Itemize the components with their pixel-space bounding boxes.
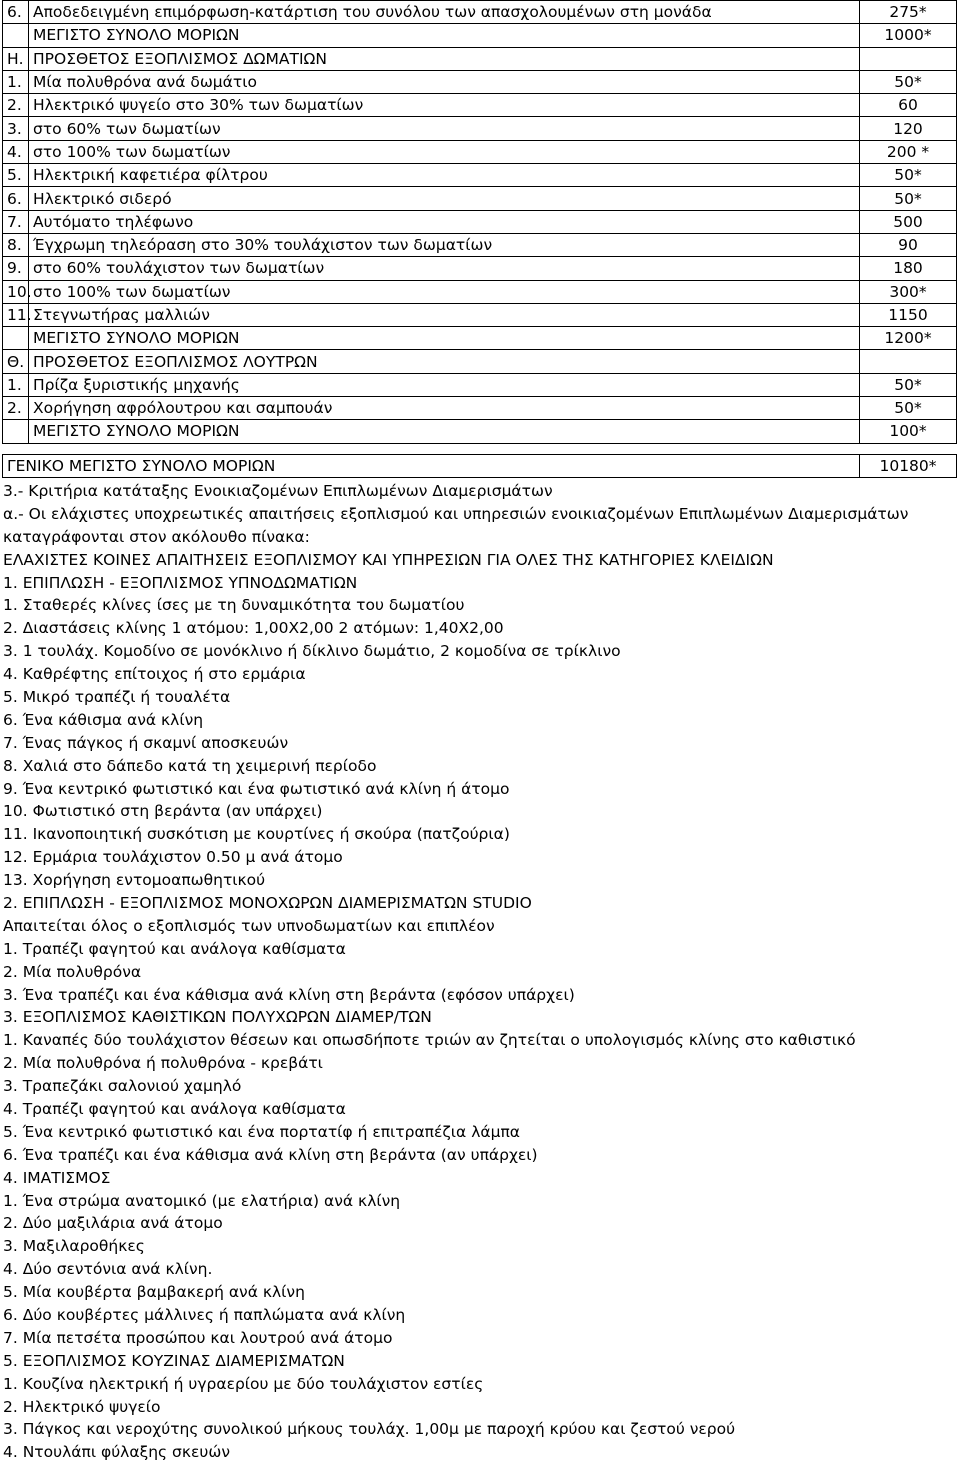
row-number: 1. (3, 70, 29, 93)
text-line: 3. Πάγκος και νεροχύτης συνολικού μήκους τουλάχ. 1,00μ με παροχή κρύου και ζεστού νερού (3, 1420, 736, 1439)
row-points: 200 * (860, 140, 957, 163)
text-line: 3. Ένα τραπέζι και ένα κάθισμα ανά κλίνη στη βεράντα (εφόσον υπάρχει) (3, 985, 575, 1004)
text-line: 8. Χαλιά στο δάπεδο κατά τη χειμερινή περίοδο (3, 756, 377, 775)
row-description: στο 60% τουλάχιστον των δωματίων (29, 257, 860, 280)
table-row (3, 257, 957, 280)
row-points: 50* (860, 70, 957, 93)
row-number: 6. (3, 1, 29, 24)
text-line: 4. Ντουλάπι φύλαξης σκευών (3, 1443, 231, 1462)
row-description: Έγχρωμη τηλεόραση στο 30% τουλάχιστον των δωματίων (29, 233, 860, 256)
text-line: 5. ΕΞΟΠΛΙΣΜΟΣ ΚΟΥΖΙΝΑΣ ΔΙΑΜΕΡΙΣΜΑΤΩΝ (3, 1351, 345, 1370)
text-line: 1. Τραπέζι φαγητού και ανάλογα καθίσματα (3, 939, 346, 958)
row-description: Αποδεδειγμένη επιμόρφωση-κατάρτιση του συνόλου των απασχολουμένων στη μονάδα (29, 1, 860, 24)
row-description: Χορήγηση αφρόλουτρου και σαμπουάν (29, 397, 860, 420)
text-line: α.- Οι ελάχιστες υποχρεωτικές απαιτήσεις εξοπλισμού και υπηρεσιών ενοικιαζομένων Επιπλωμένων Διαμερισμάτων (3, 504, 909, 523)
text-line: 6. Δύο κουβέρτες μάλλινες ή παπλώματα ανά κλίνη (3, 1306, 406, 1324)
row-points: 1150 (860, 303, 957, 326)
total-value: 10180* (860, 454, 957, 477)
points-table (2, 0, 957, 444)
row-description: Στεγνωτήρας μαλλιών (29, 303, 860, 326)
row-number: 10. (3, 280, 29, 303)
text-line: 11. Ικανοποιητική συσκότιση με κουρτίνες ή σκούρα (πατζούρια) (3, 825, 510, 844)
table-row (3, 373, 957, 396)
text-line: 6. Ένα τραπέζι και ένα κάθισμα ανά κλίνη στη βεράντα (αν υπάρχει) (3, 1145, 538, 1164)
text-line: 1. Κουζίνα ηλεκτρική ή υγραερίου με δύο τουλάχιστον εστίες (3, 1374, 484, 1393)
total-label: ΓΕΝΙΚΟ ΜΕΓΙΣΤΟ ΣΥΝΟΛΟ ΜΟΡΙΩΝ (3, 454, 860, 477)
row-points (860, 350, 957, 373)
text-line: 12. Ερμάρια τουλάχιστον 0.50 μ ανά άτομο (3, 848, 343, 867)
text-line: 3.- Κριτήρια κατάταξης Ενοικιαζομένων Επιπλωμένων Διαμερισμάτων (3, 481, 553, 500)
row-description: στο 60% των δωματίων (29, 117, 860, 140)
text-line: 2. Μία πολυθρόνα (3, 962, 142, 981)
row-points: 50* (860, 373, 957, 396)
table-row (3, 187, 957, 210)
row-number: 3. (3, 117, 29, 140)
row-description: Ηλεκτρικό σιδερό (29, 187, 860, 210)
text-line: 5. Μικρό τραπέζι ή τουαλέτα (3, 687, 231, 706)
text-line: 1. ΕΠΙΠΛΩΣΗ - ΕΞΟΠΛΙΣΜΟΣ ΥΠΝΟΔΩΜΑΤΙΩΝ (3, 573, 358, 592)
table-row (3, 233, 957, 256)
text-line: 3. Τραπεζάκι σαλονιού χαμηλό (3, 1077, 242, 1096)
text-line: 7. Ένας πάγκος ή σκαμνί αποσκευών (3, 733, 289, 752)
table-row (3, 94, 957, 117)
body-text (0, 480, 960, 1464)
text-line: 4. ΙΜΑΤΙΣΜΟΣ (3, 1168, 111, 1187)
text-line: 3. Μαξιλαροθήκες (3, 1237, 145, 1256)
text-line: 13. Χορήγηση εντομοαπωθητικού (3, 871, 266, 890)
text-line: 1. Σταθερές κλίνες ίσες με τη δυναμικότητα του δωματίου (3, 596, 465, 615)
text-line: καταγράφονται στον ακόλουθο πίνακα: (3, 527, 310, 546)
row-number: Η. (3, 47, 29, 70)
table-row (3, 280, 957, 303)
row-description: Ηλεκτρική καφετιέρα φίλτρου (29, 164, 860, 187)
row-points: 100* (860, 420, 957, 443)
row-points: 50* (860, 187, 957, 210)
text-line: 2. Δύο μαξιλάρια ανά άτομο (3, 1214, 223, 1233)
text-line: 5. Μία κουβέρτα βαμβακερή ανά κλίνη (3, 1283, 305, 1302)
table-row (3, 1, 957, 24)
row-points: 50* (860, 397, 957, 420)
table-row (3, 420, 957, 443)
row-number: 7. (3, 210, 29, 233)
text-line: 1. Ένα στρώμα ανατομικό (με ελατήρια) ανά κλίνη (3, 1191, 401, 1210)
table-row (3, 24, 957, 47)
text-line: 2. ΕΠΙΠΛΩΣΗ - ΕΞΟΠΛΙΣΜΟΣ ΜΟΝΟΧΩΡΩΝ ΔΙΑΜΕΡΙΣΜΑΤΩΝ STUDIO (3, 893, 532, 912)
row-description: ΜΕΓΙΣΤΟ ΣΥΝΟΛΟ ΜΟΡΙΩΝ (29, 24, 860, 47)
table-row (3, 117, 957, 140)
row-points: 1200* (860, 327, 957, 350)
row-description: Ηλεκτρικό ψυγείο στο 30% των δωματίων (29, 94, 860, 117)
row-number: 5. (3, 164, 29, 187)
text-line: 2. Μία πολυθρόνα ή πολυθρόνα - κρεβάτι (3, 1054, 323, 1073)
text-line: 6. Ένα κάθισμα ανά κλίνη (3, 710, 204, 729)
table-row (3, 70, 957, 93)
text-line: 5. Ένα κεντρικό φωτιστικό και ένα πορτατίφ ή επιτραπέζια λάμπα (3, 1122, 521, 1141)
table-row (3, 303, 957, 326)
text-line: 9. Ένα κεντρικό φωτιστικό και ένα φωτιστικό ανά κλίνη ή άτομο (3, 779, 510, 798)
text-line: 7. Μία πετσέτα προσώπου και λουτρού ανά άτομο (3, 1328, 393, 1347)
row-points: 50* (860, 164, 957, 187)
row-description: Πρίζα ξυριστικής μηχανής (29, 373, 860, 396)
row-description: στο 100% των δωματίων (29, 140, 860, 163)
row-description: Αυτόματο τηλέφωνο (29, 210, 860, 233)
row-number (3, 327, 29, 350)
row-description: στο 100% των δωματίων (29, 280, 860, 303)
row-points: 120 (860, 117, 957, 140)
row-description: Μία πολυθρόνα ανά δωμάτιο (29, 70, 860, 93)
row-number: 2. (3, 397, 29, 420)
total-table (2, 454, 957, 478)
row-number (3, 420, 29, 443)
row-points: 1000* (860, 24, 957, 47)
row-number: 6. (3, 187, 29, 210)
table-row (3, 210, 957, 233)
text-line: 10. Φωτιστικό στη βεράντα (αν υπάρχει) (3, 802, 323, 821)
row-description: ΠΡΟΣΘΕΤΟΣ ΕΞΟΠΛΙΣΜΟΣ ΛΟΥΤΡΩΝ (29, 350, 860, 373)
row-number: Θ. (3, 350, 29, 373)
row-points: 300* (860, 280, 957, 303)
text-line: 1. Καναπές δύο τουλάχιστον θέσεων και οπωσδήποτε τριών αν ζητείται ο υπολογισμός κλίνης στο καθιστικό (3, 1031, 856, 1050)
table-row (3, 47, 957, 70)
points-table-body (3, 1, 957, 444)
row-points (860, 47, 957, 70)
row-points: 275* (860, 1, 957, 24)
row-points: 90 (860, 233, 957, 256)
text-line: Απαιτείται όλος ο εξοπλισμός των υπνοδωματίων και επιπλέον (3, 916, 495, 935)
text-line: 3. 1 τουλάχ. Κομοδίνο σε μονόκλινο ή δίκλινο δωμάτιο, 2 κομοδίνα σε τρίκλινο (3, 642, 621, 661)
row-number (3, 24, 29, 47)
text-line: 4. Δύο σεντόνια ανά κλίνη. (3, 1260, 213, 1279)
row-number: 9. (3, 257, 29, 280)
row-description: ΜΕΓΙΣΤΟ ΣΥΝΟΛΟ ΜΟΡΙΩΝ (29, 420, 860, 443)
text-line: 4. Τραπέζι φαγητού και ανάλογα καθίσματα (3, 1099, 346, 1118)
total-row (3, 454, 957, 477)
row-number: 8. (3, 233, 29, 256)
row-description: ΠΡΟΣΘΕΤΟΣ ΕΞΟΠΛΙΣΜΟΣ ΔΩΜΑΤΙΩΝ (29, 47, 860, 70)
text-line: 4. Καθρέφτης επίτοιχος ή στο ερμάρια (3, 665, 306, 684)
row-points: 180 (860, 257, 957, 280)
text-line: 2. Διαστάσεις κλίνης 1 ατόμου: 1,00Χ2,00 2 ατόμων: 1,40Χ2,00 (3, 619, 504, 638)
row-points: 500 (860, 210, 957, 233)
row-number: 2. (3, 94, 29, 117)
row-points: 60 (860, 94, 957, 117)
table-row (3, 327, 957, 350)
row-number: 1. (3, 373, 29, 396)
text-line: 3. ΕΞΟΠΛΙΣΜΟΣ ΚΑΘΙΣΤΙΚΩΝ ΠΟΛΥΧΩΡΩΝ ΔΙΑΜΕΡ/ΤΩΝ (3, 1008, 432, 1027)
table-row (3, 164, 957, 187)
table-row (3, 140, 957, 163)
row-number: 4. (3, 140, 29, 163)
row-description: ΜΕΓΙΣΤΟ ΣΥΝΟΛΟ ΜΟΡΙΩΝ (29, 327, 860, 350)
table-row (3, 397, 957, 420)
text-line: ΕΛΑΧΙΣΤΕΣ ΚΟΙΝΕΣ ΑΠΑΙΤΗΣΕΙΣ ΕΞΟΠΛΙΣΜΟΥ ΚΑΙ ΥΠΗΡΕΣΙΩΝ ΓΙΑ ΟΛΕΣ ΤΗΣ ΚΑΤΗΓΟΡΙΕΣ ΚΛΕΙΔΙΩΝ (3, 550, 774, 569)
table-row (3, 350, 957, 373)
row-number: 11. (3, 303, 29, 326)
text-line: 2. Ηλεκτρικό ψυγείο (3, 1397, 161, 1416)
